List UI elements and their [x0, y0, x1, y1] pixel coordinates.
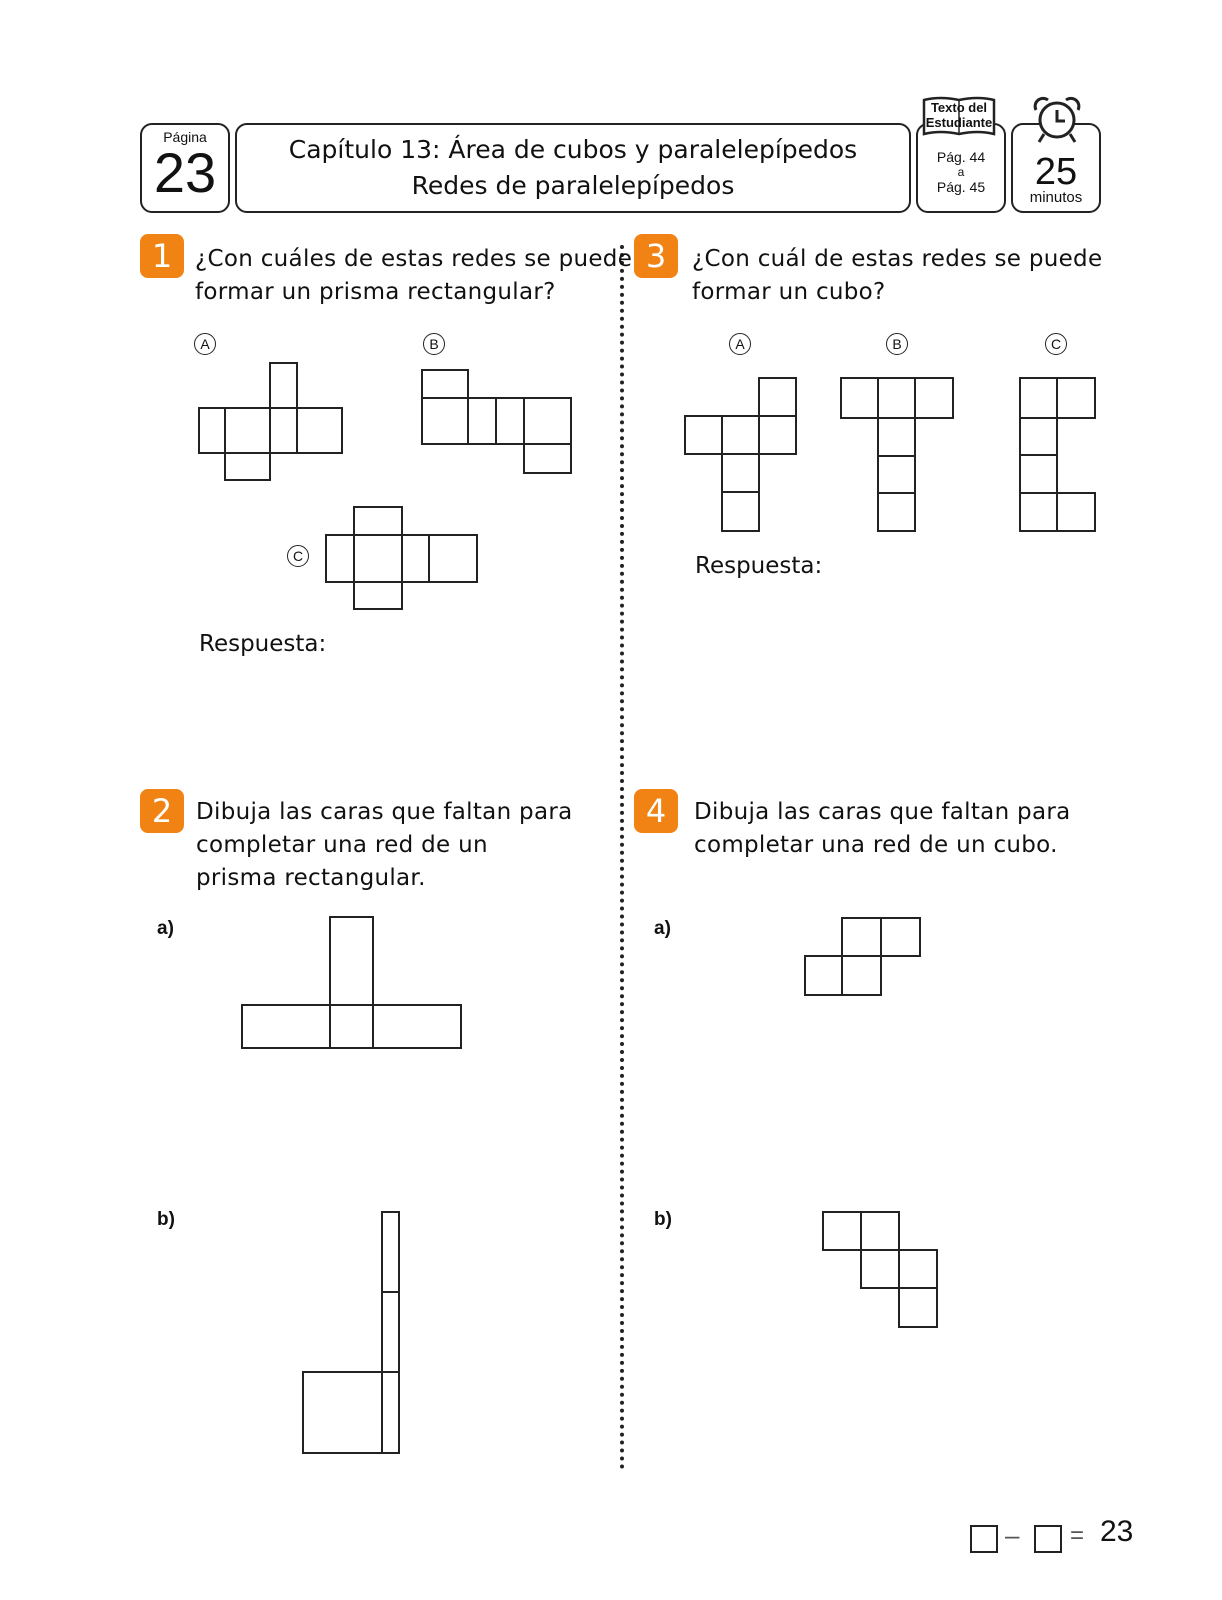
column-divider — [620, 245, 624, 1470]
q1-net-a — [198, 362, 343, 482]
q3-option-c-label: C — [1045, 333, 1067, 355]
chapter-title-box — [235, 123, 911, 213]
page-label: Página — [163, 129, 207, 145]
footer-operator: – — [1005, 1520, 1020, 1550]
question-3-line1: ¿Con cuál de estas redes se puede — [692, 246, 1103, 272]
q4a-net — [804, 917, 922, 997]
q3-net-c — [1019, 377, 1097, 533]
footer-box-2[interactable] — [1034, 1525, 1062, 1553]
time-unit: minutos — [1029, 189, 1083, 206]
time-value: 25 — [1034, 151, 1078, 193]
q3-net-a — [684, 377, 798, 533]
chapter-title: Capítulo 13: Área de cubos y paralelepípedos — [288, 135, 858, 164]
q3-net-b — [840, 377, 955, 533]
question-1-number: 1 — [140, 234, 184, 278]
question-1-line2: formar un prisma rectangular? — [195, 279, 556, 305]
q1-net-c — [325, 506, 479, 610]
question-2-part-b: b) — [157, 1209, 175, 1230]
question-4-number: 4 — [634, 789, 678, 833]
footer-box-1[interactable] — [970, 1525, 998, 1553]
q1-option-b-label: B — [423, 333, 445, 355]
question-2-part-a: a) — [157, 918, 174, 939]
q1-option-a-label: A — [194, 333, 216, 355]
question-3-line2: formar un cubo? — [692, 279, 886, 305]
question-3-answer-label: Respuesta: — [695, 553, 823, 579]
question-4-line1: Dibuja las caras que faltan para — [694, 799, 1071, 825]
chapter-subtitle: Redes de paralelepípedos — [411, 171, 735, 200]
question-4-line2: completar una red de un cubo. — [694, 832, 1058, 858]
question-2-line2: completar una red de un — [196, 832, 488, 858]
question-1-line1: ¿Con cuáles de estas redes se puede — [195, 246, 633, 272]
question-2-line3: prisma rectangular. — [196, 865, 426, 891]
q2b-net — [302, 1211, 402, 1455]
footer-equals: = — [1070, 1522, 1085, 1549]
q1-net-b — [421, 369, 573, 475]
alarm-clock-icon — [1030, 96, 1084, 146]
q1-option-c-label: C — [287, 545, 309, 567]
pages-from: Pág. 44 — [936, 149, 986, 165]
book-title-line2: Estudiante — [925, 115, 993, 130]
q3-option-b-label: B — [886, 333, 908, 355]
page-number-box — [140, 123, 230, 213]
question-4-part-a: a) — [654, 918, 671, 939]
question-2-line1: Dibuja las caras que faltan para — [196, 799, 573, 825]
pages-to: Pág. 45 — [936, 179, 986, 195]
q4b-net — [822, 1211, 940, 1329]
book-title-line1: Texto del — [930, 100, 988, 115]
q3-option-a-label: A — [729, 333, 751, 355]
q2a-net — [241, 916, 463, 1050]
question-1-answer-label: Respuesta: — [199, 631, 327, 657]
question-3-number: 3 — [634, 234, 678, 278]
question-4-part-b: b) — [654, 1209, 672, 1230]
open-book-icon — [920, 94, 998, 138]
question-2-number: 2 — [140, 789, 184, 833]
page-number: 23 — [153, 141, 217, 204]
pages-connector: a — [957, 165, 965, 179]
footer-result: 23 — [1100, 1515, 1134, 1548]
